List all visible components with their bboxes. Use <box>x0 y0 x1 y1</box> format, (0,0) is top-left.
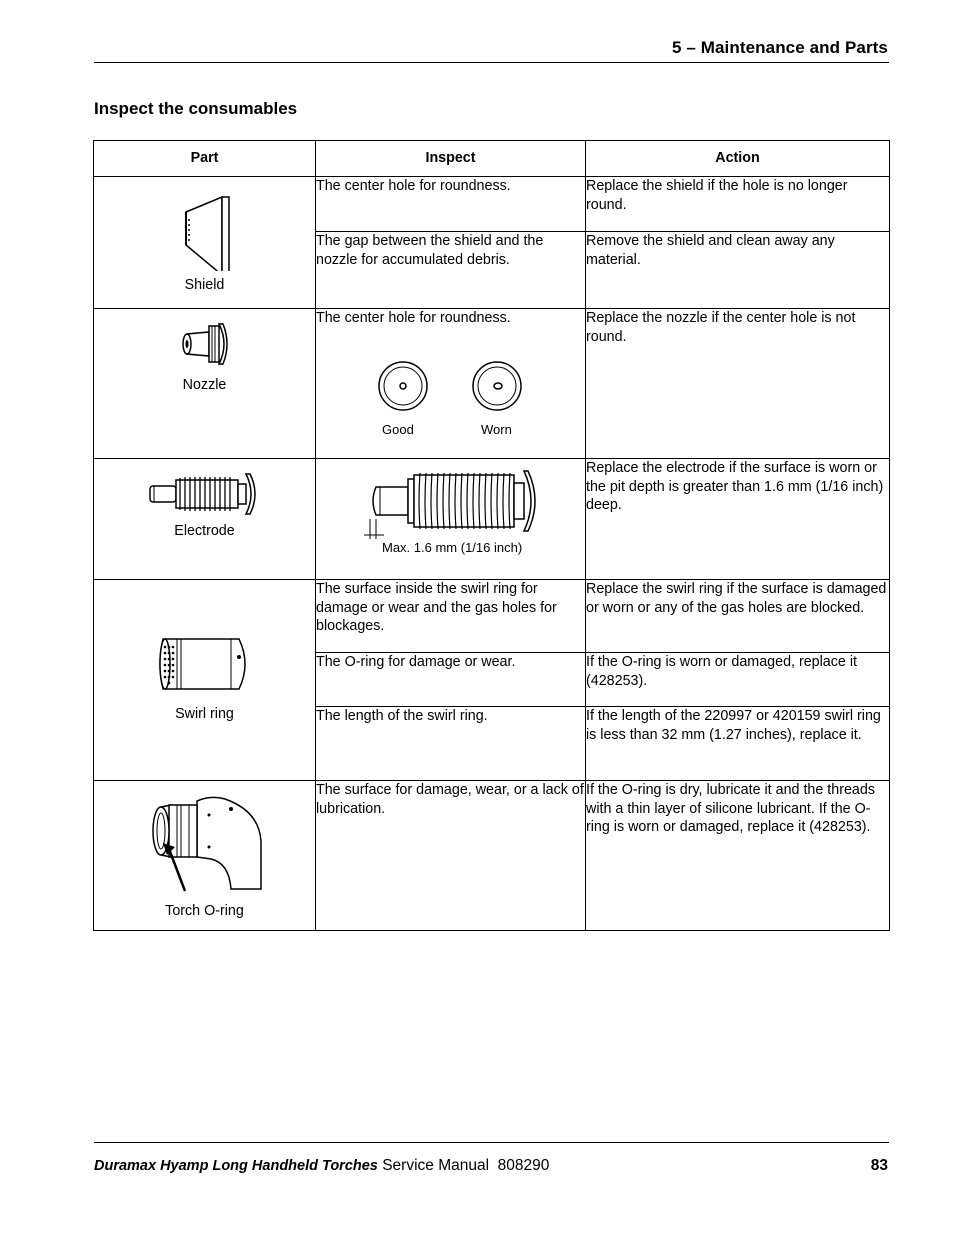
inspect-cell: The O-ring for damage or wear. <box>316 653 586 707</box>
page-number: 83 <box>870 1157 888 1174</box>
column-header-inspect: Inspect <box>316 141 586 177</box>
inspect-cell: The surface for damage, wear, or a lack of lubrication. <box>316 781 586 931</box>
action-cell: If the length of the 220997 or 420159 swirl ring is less than 32 mm (1.27 inches), replace it. <box>586 707 890 781</box>
swirl-ring-icon <box>157 635 255 693</box>
inspect-cell <box>316 459 586 580</box>
inspect-cell: The gap between the shield and the nozzle for accumulated debris. <box>316 232 586 309</box>
part-cell-swirl-ring <box>94 580 316 781</box>
part-label-electrode: Electrode <box>174 523 235 539</box>
inspect-cell: The length of the swirl ring. <box>316 707 586 781</box>
footer <box>94 1157 549 1175</box>
action-cell: Replace the nozzle if the center hole is not round. <box>586 309 890 459</box>
consumables-table <box>93 140 890 931</box>
inspect-cell: The surface inside the swirl ring for damage or wear and the gas holes for blockages. <box>316 580 586 653</box>
action-cell: Remove the shield and clean away any material. <box>586 232 890 309</box>
inspect-text: The center hole for roundness. <box>316 310 511 326</box>
part-cell-nozzle <box>94 309 316 459</box>
table-row <box>94 177 890 232</box>
part-label-nozzle: Nozzle <box>182 377 227 393</box>
table-row <box>94 309 890 459</box>
electrode-pit-depth-figure <box>364 469 544 541</box>
table-header-row <box>94 141 890 177</box>
action-cell: Replace the electrode if the surface is worn or the pit depth is greater than 1.6 mm (1/16 inch) deep. <box>586 459 890 580</box>
footer-rule <box>94 1142 889 1143</box>
inspect-cell: The center hole for roundness. <box>316 177 586 232</box>
inspect-cell <box>316 309 586 459</box>
shield-icon <box>174 187 234 271</box>
table-row <box>94 781 890 931</box>
footer-product-name: Duramax Hyamp Long Handheld Torches <box>94 1158 378 1174</box>
section-title: Inspect the consumables <box>94 99 298 118</box>
torch-oring-icon <box>149 793 265 893</box>
chapter-title: 5 – Maintenance and Parts <box>671 38 888 57</box>
nozzle-hole-worn-icon <box>471 360 523 412</box>
action-cell: Replace the shield if the hole is no longer round. <box>586 177 890 232</box>
footer-doc-info: Service Manual 808290 <box>382 1157 550 1174</box>
action-cell: Replace the swirl ring if the surface is damaged or worn or any of the gas holes are blocked. <box>586 580 890 653</box>
good-label: Good <box>382 422 414 437</box>
action-cell: If the O-ring is dry, lubricate it and the threads with a thin layer of silicone lubricant. If the O-ring is worn or damaged, replace it (428253). <box>586 781 890 931</box>
part-cell-electrode <box>94 459 316 580</box>
part-cell-torch-oring <box>94 781 316 931</box>
part-label-torch-oring: Torch O-ring <box>165 903 244 919</box>
column-header-action: Action <box>586 141 890 177</box>
nozzle-icon <box>179 320 231 368</box>
part-label-shield: Shield <box>184 277 225 293</box>
nozzle-hole-good-icon <box>377 360 429 412</box>
pit-depth-caption: Max. 1.6 mm (1/16 inch) <box>382 540 523 555</box>
electrode-icon <box>146 470 262 518</box>
part-cell-shield <box>94 177 316 309</box>
action-cell: If the O-ring is worn or damaged, replace it (428253). <box>586 653 890 707</box>
column-header-part: Part <box>94 141 316 177</box>
part-label-swirl-ring: Swirl ring <box>175 706 234 722</box>
worn-label: Worn <box>481 422 512 437</box>
table-row <box>94 580 890 653</box>
header-rule <box>94 62 889 63</box>
table-row <box>94 459 890 580</box>
